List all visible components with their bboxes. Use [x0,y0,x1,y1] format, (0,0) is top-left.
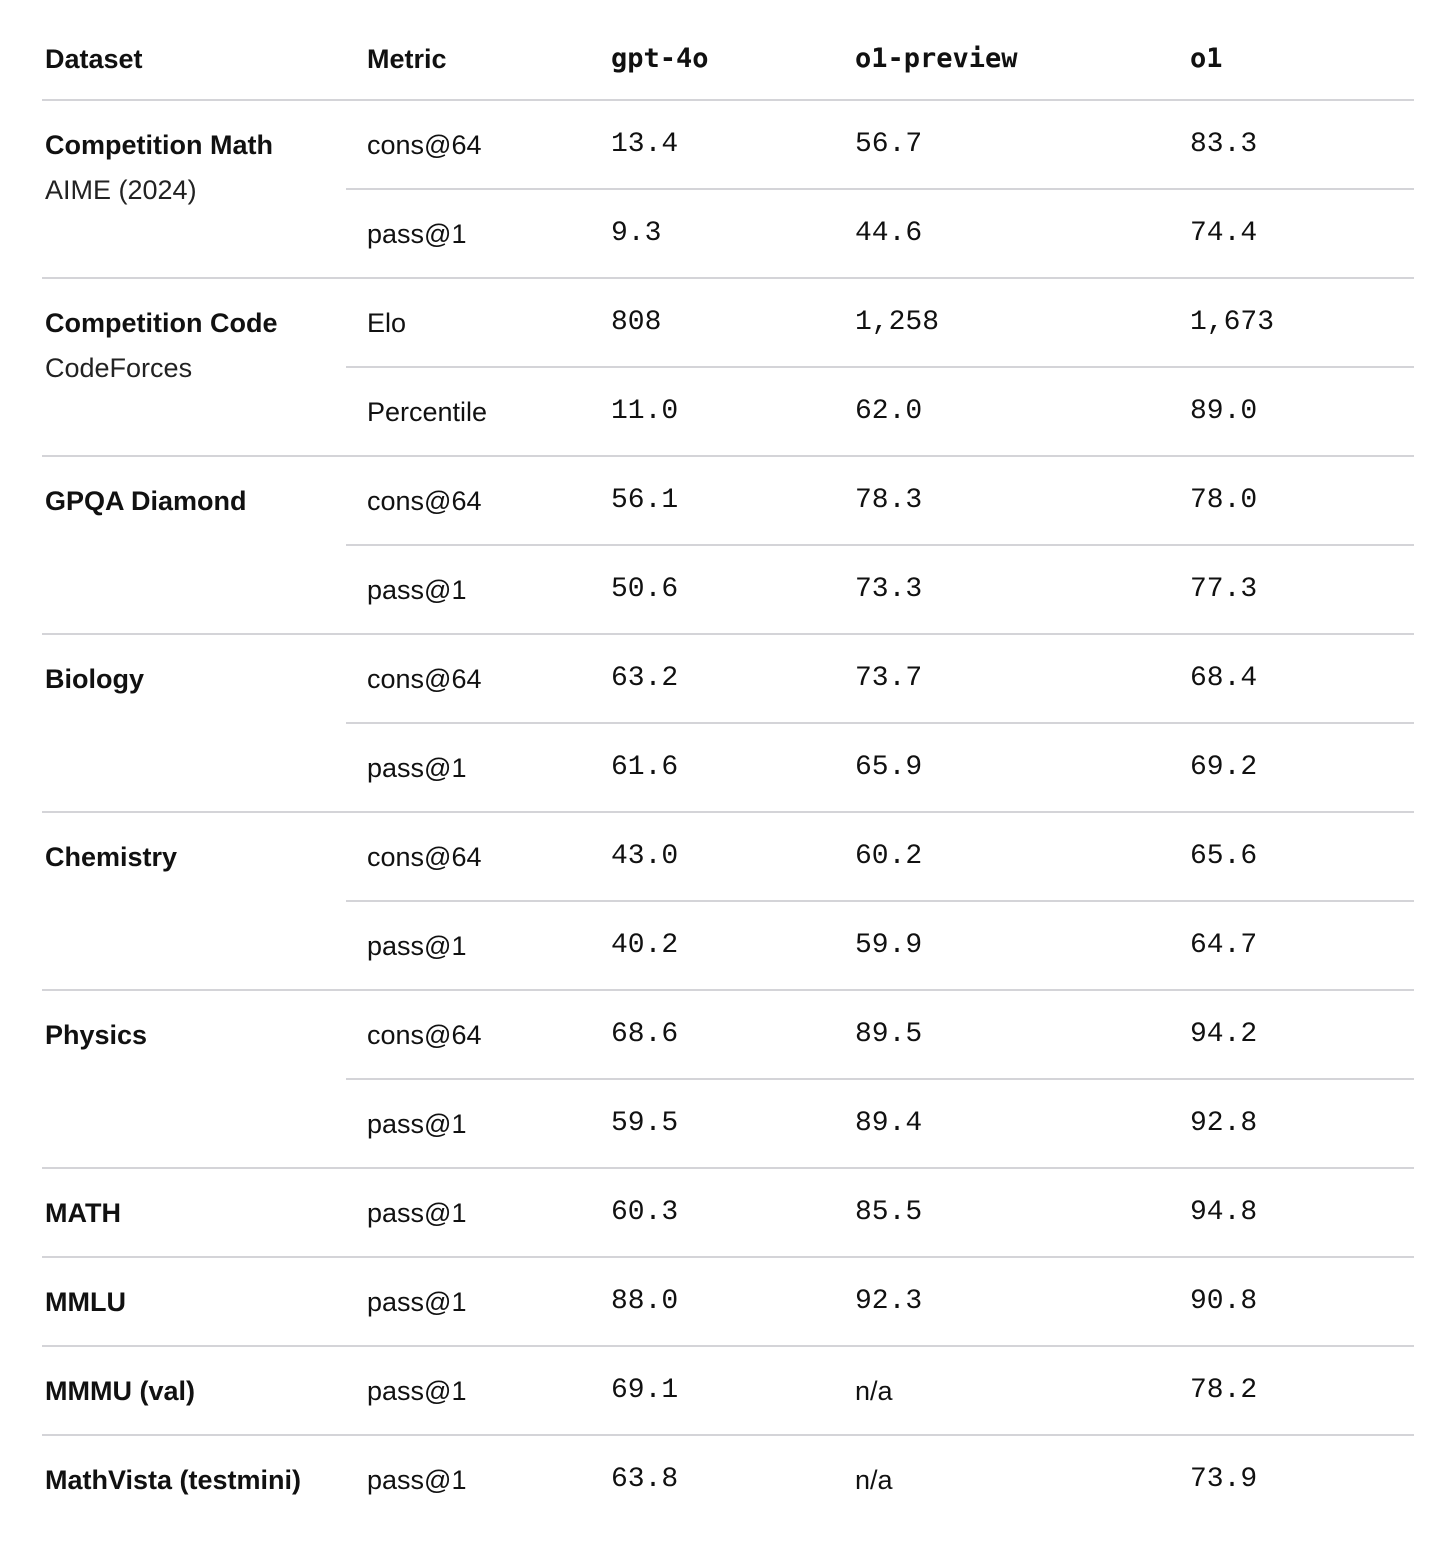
o1-preview-value: 85.5 [855,1197,923,1228]
metric-cell: cons@64 [367,130,482,160]
metric-cell: Percentile [367,397,488,427]
o1-preview-value: 73.7 [855,663,923,694]
dataset-name: Chemistry [45,842,178,872]
table-row [346,457,1414,544]
o1-value: 77.3 [1190,574,1258,605]
dataset-label [45,1373,345,1409]
dataset-label [45,661,345,697]
metric-cell: pass@1 [367,753,467,783]
table-row [346,635,1414,722]
o1-value: 83.3 [1190,129,1258,160]
gpt-4o-value: 9.3 [611,218,662,249]
gpt-4o-value: 69.1 [611,1375,679,1406]
dataset-name: Biology [45,664,144,694]
dataset-group [42,279,1414,457]
table-row [346,1436,1414,1523]
dataset-group [42,991,1414,1169]
dataset-label [45,839,345,875]
o1-preview-value: 78.3 [855,485,923,516]
benchmark-table [42,18,1414,1523]
dataset-name: Competition Math [45,130,273,160]
dataset-subtitle: CodeForces [45,353,193,383]
metric-cell: cons@64 [367,1020,482,1050]
o1-preview-value: 65.9 [855,752,923,783]
dataset-group [42,1258,1414,1347]
header-metric: Metric [367,44,447,74]
dataset-label [45,305,345,386]
gpt-4o-value: 61.6 [611,752,679,783]
table-row [346,991,1414,1078]
o1-preview-value: 89.4 [855,1108,923,1139]
gpt-4o-value: 13.4 [611,129,679,160]
dataset-label [45,1462,345,1498]
table-row [346,1347,1414,1434]
metric-cell: pass@1 [367,1109,467,1139]
dataset-subtitle: AIME (2024) [45,175,197,205]
table-row [346,1258,1414,1345]
header-gpt-4o: gpt-4o [611,43,709,74]
dataset-name: Physics [45,1020,148,1050]
header-dataset: Dataset [45,44,143,74]
gpt-4o-value: 43.0 [611,841,679,872]
dataset-name: MATH [45,1198,121,1228]
metric-cell: pass@1 [367,219,467,249]
table-header [42,18,1414,101]
dataset-group [42,1169,1414,1258]
dataset-group [42,1347,1414,1436]
metric-cell: pass@1 [367,1198,467,1228]
o1-value: 78.0 [1190,485,1258,516]
o1-preview-value: n/a [855,1376,893,1406]
dataset-group [42,457,1414,635]
header-o1: o1 [1190,43,1223,74]
dataset-name: MathVista (testmini) [45,1465,302,1495]
o1-preview-value: 89.5 [855,1019,923,1050]
o1-value: 74.4 [1190,218,1258,249]
table-row [346,279,1414,366]
table-row [346,900,1414,989]
o1-value: 64.7 [1190,930,1258,961]
metric-cell: Elo [367,308,407,338]
o1-value: 94.8 [1190,1197,1258,1228]
metric-cell: pass@1 [367,1287,467,1317]
gpt-4o-value: 50.6 [611,574,679,605]
dataset-name: MMMU (val) [45,1376,195,1406]
metric-cell: pass@1 [367,1376,467,1406]
header-o1-preview: o1-preview [855,43,1018,74]
o1-value: 73.9 [1190,1464,1258,1495]
o1-value: 69.2 [1190,752,1258,783]
metric-cell: pass@1 [367,575,467,605]
o1-preview-value: 92.3 [855,1286,923,1317]
dataset-name: Competition Code [45,308,278,338]
gpt-4o-value: 59.5 [611,1108,679,1139]
o1-value: 78.2 [1190,1375,1258,1406]
o1-preview-value: 73.3 [855,574,923,605]
o1-value: 94.2 [1190,1019,1258,1050]
o1-preview-value: 62.0 [855,396,923,427]
gpt-4o-value: 808 [611,307,662,338]
dataset-name: MMLU [45,1287,126,1317]
o1-preview-value: 56.7 [855,129,923,160]
metric-cell: pass@1 [367,1465,467,1495]
gpt-4o-value: 63.8 [611,1464,679,1495]
table-row [346,722,1414,811]
table-row [346,188,1414,277]
dataset-group [42,635,1414,813]
dataset-name: GPQA Diamond [45,486,247,516]
gpt-4o-value: 60.3 [611,1197,679,1228]
o1-value: 65.6 [1190,841,1258,872]
table-row [346,1078,1414,1167]
dataset-group [42,101,1414,279]
dataset-group [42,813,1414,991]
metric-cell: cons@64 [367,842,482,872]
metric-cell: cons@64 [367,486,482,516]
table-row [346,366,1414,455]
table-row [346,1169,1414,1256]
dataset-label [45,1017,345,1053]
metric-cell: cons@64 [367,664,482,694]
o1-value: 68.4 [1190,663,1258,694]
o1-preview-value: n/a [855,1465,893,1495]
gpt-4o-value: 40.2 [611,930,679,961]
o1-value: 90.8 [1190,1286,1258,1317]
o1-preview-value: 60.2 [855,841,923,872]
dataset-label [45,127,345,208]
dataset-label [45,1284,345,1320]
o1-preview-value: 59.9 [855,930,923,961]
table-row [346,813,1414,900]
gpt-4o-value: 68.6 [611,1019,679,1050]
o1-value: 92.8 [1190,1108,1258,1139]
o1-value: 1,673 [1190,307,1275,338]
dataset-label [45,483,345,519]
table-body [42,101,1414,1523]
gpt-4o-value: 56.1 [611,485,679,516]
dataset-label [45,1195,345,1231]
dataset-group [42,1436,1414,1523]
metric-cell: pass@1 [367,931,467,961]
o1-value: 89.0 [1190,396,1258,427]
o1-preview-value: 44.6 [855,218,923,249]
gpt-4o-value: 63.2 [611,663,679,694]
gpt-4o-value: 88.0 [611,1286,679,1317]
o1-preview-value: 1,258 [855,307,940,338]
table-row [346,101,1414,188]
gpt-4o-value: 11.0 [611,396,679,427]
table-row [346,544,1414,633]
